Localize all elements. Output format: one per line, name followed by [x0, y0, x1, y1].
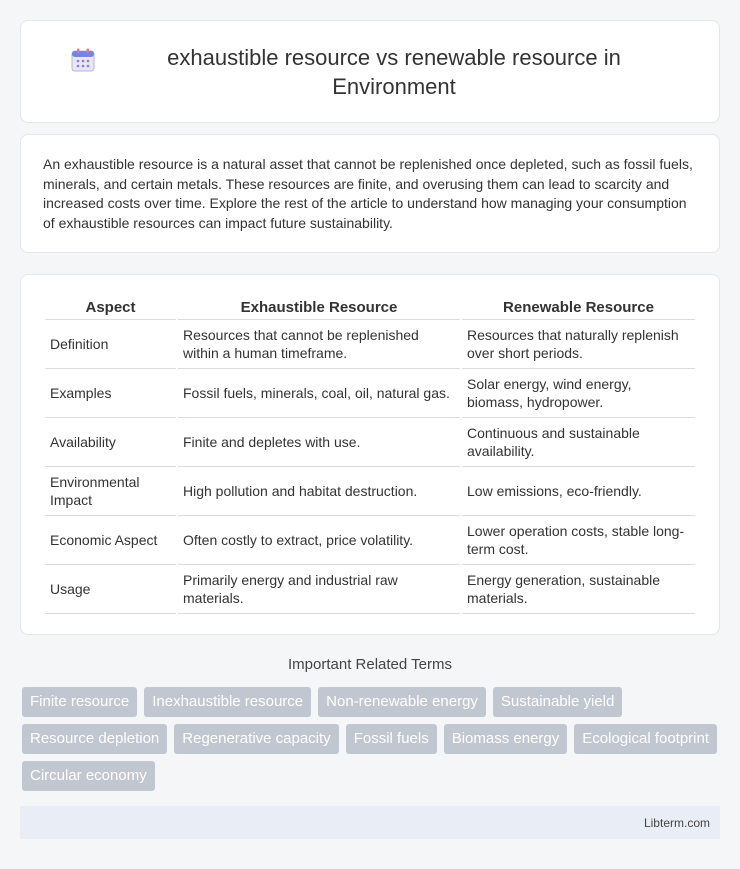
page-title: exhaustible resource vs renewable resource in Environment	[167, 44, 621, 99]
cell-aspect: Economic Aspect	[45, 516, 176, 565]
comparison-table	[43, 295, 697, 614]
header-inner	[70, 43, 670, 101]
cell-renewable: Energy generation, sustainable materials.	[462, 565, 695, 614]
cell-renewable: Solar energy, wind energy, biomass, hydropower.	[462, 369, 695, 418]
tag-regenerative-capacity[interactable]: Regenerative capacity	[174, 724, 338, 754]
table-row	[45, 418, 695, 467]
table-row	[45, 320, 695, 369]
calendar-icon	[70, 47, 96, 73]
intro-text: An exhaustible resource is a natural asset that cannot be replenished once depleted, such as fossil fuels, minerals, and certain metals. These resources are finite, and overusing them can lead to scarcity and increased costs over time. Explore the rest of the article to understand how managing your consumption of exhaustible resources can impact future sustainability.	[43, 156, 693, 231]
cell-renewable: Low emissions, eco-friendly.	[462, 467, 695, 516]
cell-exhaustible: Fossil fuels, minerals, coal, oil, natural gas.	[178, 369, 460, 418]
table-row	[45, 565, 695, 614]
cell-aspect: Examples	[45, 369, 176, 418]
cell-renewable: Resources that naturally replenish over short periods.	[462, 320, 695, 369]
cell-aspect: Definition	[45, 320, 176, 369]
table-row	[45, 516, 695, 565]
comparison-table-card	[20, 274, 720, 635]
tag-biomass-energy[interactable]: Biomass energy	[444, 724, 568, 754]
cell-renewable: Lower operation costs, stable long-term cost.	[462, 516, 695, 565]
header-exhaustible: Exhaustible Resource	[178, 295, 460, 320]
table-row	[45, 369, 695, 418]
cell-exhaustible: Resources that cannot be replenished within a human timeframe.	[178, 320, 460, 369]
cell-aspect: Availability	[45, 418, 176, 467]
related-terms-tags	[22, 687, 718, 791]
tag-sustainable-yield[interactable]: Sustainable yield	[493, 687, 622, 717]
tag-inexhaustible-resource[interactable]: Inexhaustible resource	[144, 687, 311, 717]
cell-exhaustible: Primarily energy and industrial raw materials.	[178, 565, 460, 614]
table-row	[45, 467, 695, 516]
cell-exhaustible: High pollution and habitat destruction.	[178, 467, 460, 516]
table-header-row	[45, 295, 695, 320]
header-card	[20, 20, 720, 123]
tag-circular-economy[interactable]: Circular economy	[22, 761, 155, 791]
footer	[20, 806, 720, 839]
tag-resource-depletion[interactable]: Resource depletion	[22, 724, 167, 754]
tag-finite-resource[interactable]: Finite resource	[22, 687, 137, 717]
tag-non-renewable-energy[interactable]: Non-renewable energy	[318, 687, 486, 717]
cell-exhaustible: Often costly to extract, price volatility.	[178, 516, 460, 565]
header-renewable: Renewable Resource	[462, 295, 695, 320]
cell-aspect: Environmental Impact	[45, 467, 176, 516]
related-terms-title: Important Related Terms	[288, 656, 452, 673]
tag-ecological-footprint[interactable]: Ecological footprint	[574, 724, 717, 754]
cell-exhaustible: Finite and depletes with use.	[178, 418, 460, 467]
intro-card	[20, 134, 720, 253]
cell-renewable: Continuous and sustainable availability.	[462, 418, 695, 467]
cell-aspect: Usage	[45, 565, 176, 614]
tag-fossil-fuels[interactable]: Fossil fuels	[346, 724, 437, 754]
header-aspect: Aspect	[45, 295, 176, 320]
footer-site-link[interactable]: Libterm.com	[643, 815, 710, 830]
